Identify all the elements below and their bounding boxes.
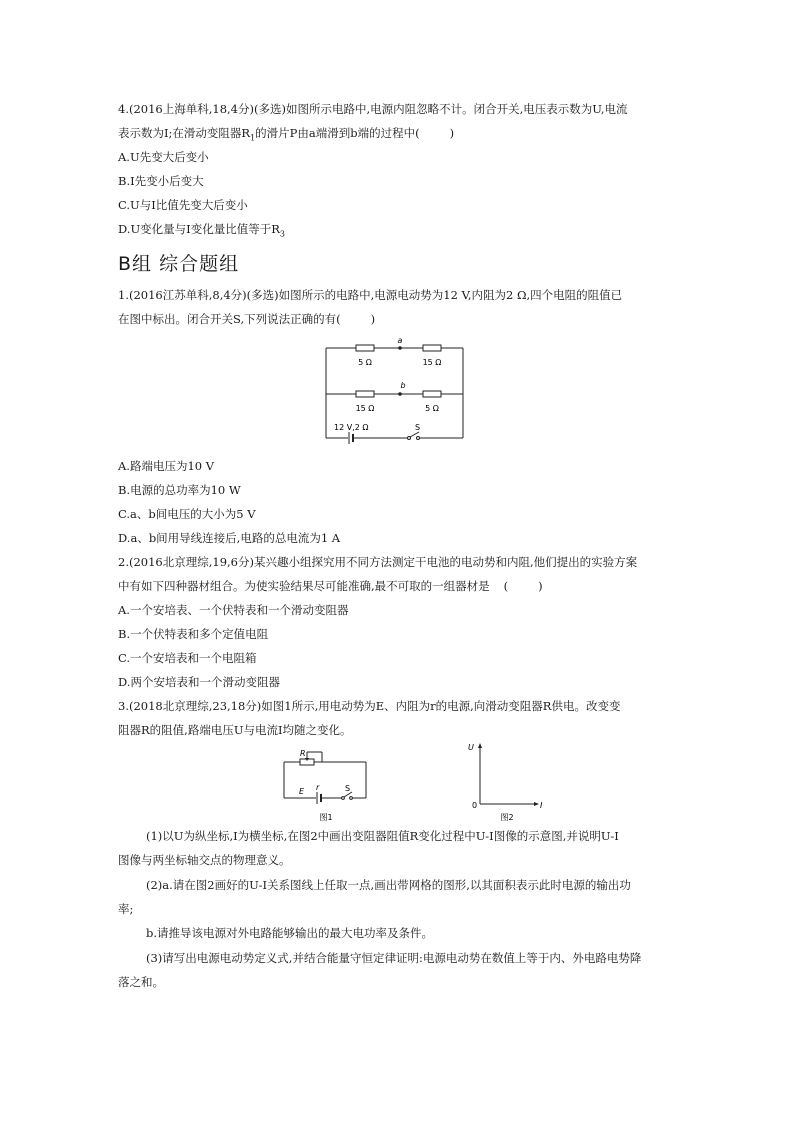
switch-label: S (415, 423, 421, 432)
q2-option-c: C.一个安培表和一个电阻箱 (118, 651, 257, 665)
q4-option-d-subscript: 3 (279, 229, 285, 239)
node-b-label: b (400, 381, 406, 390)
q3-stem-line1: 3.(2018北京理综,23,18分)如图1所示,用电动势为E、内阻为r的电源,向滑动变阻器R供电。改变变 (118, 699, 621, 713)
resistor-top-left-value: 5 Ω (358, 358, 372, 367)
q3-part2a-line2: 率; (118, 902, 134, 916)
q4-subscript: 1 (250, 133, 256, 143)
q1-stem-line2 (118, 311, 375, 327)
q4-option-d-text: D.U变化量与I变化量比值等于R (118, 222, 280, 236)
q2-stem-line2 (118, 578, 543, 594)
q3-stem-line2: 阻器R的阻值,路端电压U与电流I均随之变化。 (118, 723, 352, 737)
resistor-mid-right (423, 391, 441, 397)
q1-option-a: A.路端电压为10 V (118, 459, 215, 473)
q1-answer-paren: ) (370, 312, 376, 326)
battery-symbol-fig1 (317, 792, 321, 804)
q4-stem-line1: 4.(2016上海单科,18,4分)(多选)如图所示电路中,电源内阻忽略不计。闭合开关,电压表示数为U,电流 (118, 102, 628, 116)
q4-option-d (118, 221, 285, 242)
label-S: S (345, 784, 351, 793)
source-label: 12 V,2 Ω (334, 423, 369, 432)
q4-option-b: B.I先变小后变大 (118, 174, 204, 188)
resistor-top-right-value: 15 Ω (422, 358, 442, 367)
q1-circuit-diagram (320, 334, 470, 444)
resistor-mid-left (356, 391, 374, 397)
q4-option-a: A.U先变大后变小 (118, 150, 209, 164)
q3-figure1-circuit (276, 748, 376, 824)
origin-label: 0 (472, 801, 478, 810)
resistor-mid-left-value: 15 Ω (355, 404, 375, 413)
q3-part1-line2: 图像与两坐标轴交点的物理意义。 (118, 853, 291, 867)
label-r: r (316, 783, 320, 792)
q2-stem-line1: 2.(2016北京理综,19,6分)某兴趣小组探究用不同方法测定干电池的电动势和内阻,他们提出的实验方案 (118, 555, 638, 569)
node-a-label: a (397, 336, 403, 345)
axis-label-U: U (468, 743, 474, 752)
resistor-top-right (423, 345, 441, 351)
q2-option-d: D.两个安培表和一个滑动变阻器 (118, 675, 280, 689)
q3-figure2-axes (466, 738, 556, 824)
figure1-caption: 图1 (319, 813, 333, 822)
q1-stem-line1: 1.(2016江苏单科,8,4分)(多选)如图所示的电路中,电源电动势为12 V,内阻为2 Ω,四个电阻的阻值已 (118, 288, 623, 302)
q3-part2b: b.请推导该电源对外电路能够输出的最大电功率及条件。 (146, 926, 434, 940)
q1-option-c: C.a、b间电压的大小为5 V (118, 507, 256, 521)
q3-part1-line1: (1)以U为纵坐标,I为横坐标,在图2中画出变阻器阻值R变化过程中U-I图像的示意图,并说明U-I (146, 829, 619, 843)
q2-option-a: A.一个安培表、一个伏特表和一个滑动变阻器 (118, 603, 349, 617)
node-b-dot (398, 392, 402, 396)
q2-answer-paren-close: ) (538, 579, 543, 593)
q3-part2a-line1: (2)a.请在图2画好的U-I关系图线上任取一点,画出带网格的图形,以其面积表示此时电源的输出功 (146, 878, 631, 892)
q4-answer-paren: ) (449, 126, 455, 140)
label-R: R (300, 749, 306, 758)
section-title: B组 综合题组 (118, 253, 240, 275)
switch-symbol-fig1 (342, 792, 353, 799)
q4-stem-text: 表示数为I;在滑动变阻器R (118, 126, 251, 140)
q3-part3-line1: (3)请写出电源电动势定义式,并结合能量守恒定律证明:电源电动势在数值上等于内、外电路电势降 (146, 951, 642, 965)
q2-option-b: B.一个伏特表和多个定值电阻 (118, 627, 269, 641)
resistor-top-left (356, 345, 374, 351)
label-E: E (299, 787, 305, 796)
figure2-caption: 图2 (500, 813, 514, 822)
node-a-dot (398, 346, 402, 350)
axis-label-I: I (540, 801, 543, 810)
q4-stem-text-b: 的滑片P由a端滑到b端的过程中( (255, 126, 420, 140)
resistor-mid-right-value: 5 Ω (425, 404, 439, 413)
q4-option-c: C.U与I比值先变大后变小 (118, 198, 248, 212)
q1-option-b: B.电源的总功率为10 W (118, 483, 241, 497)
switch-symbol (408, 432, 420, 440)
q2-answer-paren-open: ( (503, 579, 509, 593)
q1-stem-text: 在图中标出。闭合开关S,下列说法正确的有( (118, 312, 341, 326)
battery-symbol (349, 432, 353, 444)
q2-stem-text: 中有如下四种器材组合。为使实验结果尽可能准确,最不可取的一组器材是 (118, 579, 490, 593)
q3-part3-line2: 落之和。 (118, 975, 164, 989)
q1-option-d: D.a、b间用导线连接后,电路的总电流为1 A (118, 531, 341, 545)
q4-stem-line2 (118, 125, 454, 146)
